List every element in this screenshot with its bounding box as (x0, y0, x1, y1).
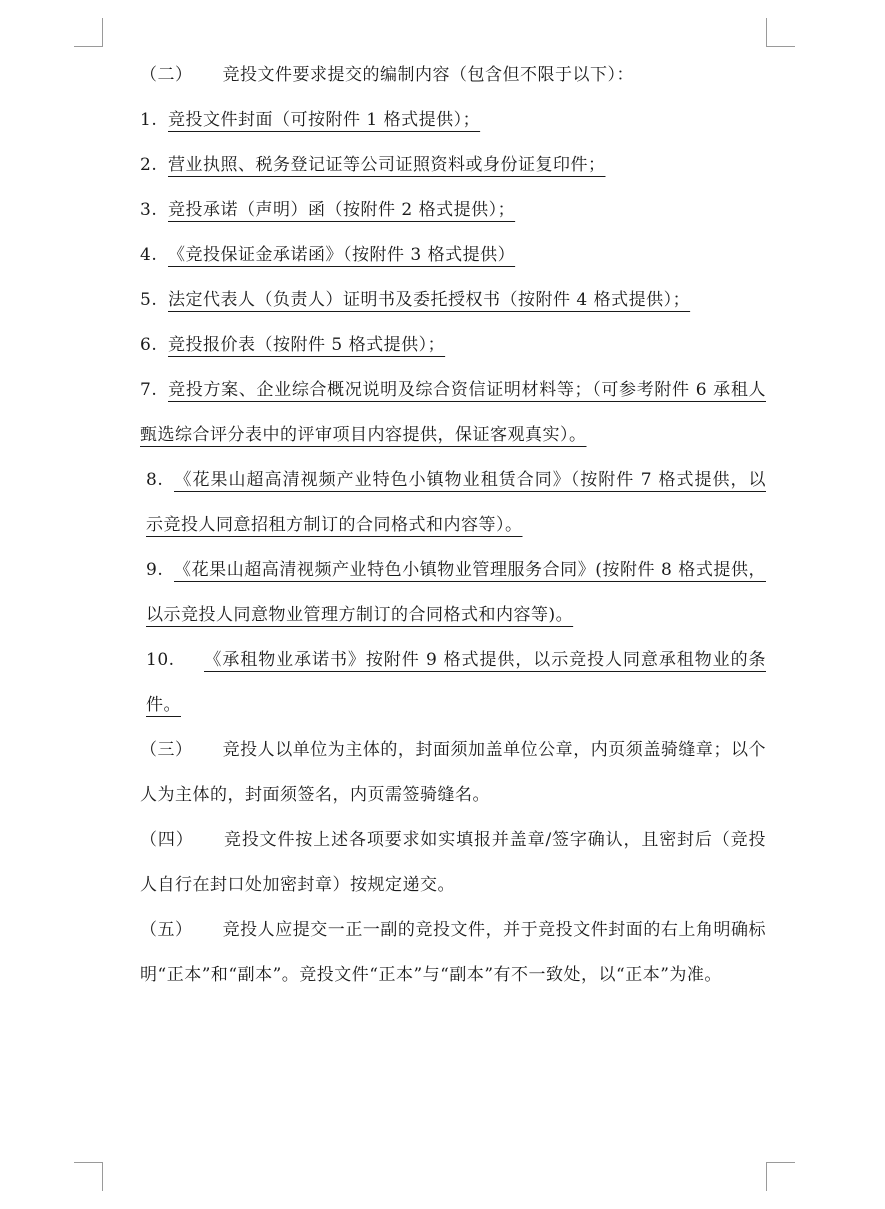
list-item-4 (102, 233, 766, 278)
list-item-9 (102, 548, 766, 638)
item-text: 竞投报价表（按附件 5 格式提供）； (168, 335, 446, 355)
section-marker: （四） (140, 830, 194, 850)
item-number: 5. (140, 290, 158, 310)
item-text: 营业执照、税务登记证等公司证照资料或身份证复印件； (168, 155, 606, 175)
item-text: 《竞投保证金承诺函》（按附件 3 格式提供） (168, 245, 516, 265)
page-corner-mark-bottom-right (766, 1162, 795, 1191)
item-text: 竞投文件封面（可按附件 1 格式提供）； (168, 110, 481, 130)
section-text: 竞投人应提交一正一副的竞投文件，并于竞投文件封面的右上角明确标明“正本”和“副本”。竞投文件“正本”与“副本”有不一致处，以“正本”为准。 (140, 920, 767, 985)
list-item-1 (102, 98, 766, 143)
list-item-5 (102, 278, 766, 323)
list-item-6 (102, 323, 766, 368)
item-number: 7. (140, 380, 158, 400)
item-number: 8. (146, 470, 164, 490)
list-item-7 (102, 368, 766, 458)
item-text: 竞投方案、企业综合概况说明及综合资信证明材料等；（可参考附件 6 承租人甄选综合评分表中的评审项目内容提供，保证客观真实）。 (140, 380, 766, 445)
item-text: 《花果山超高清视频产业特色小镇物业租赁合同》（按附件 7 格式提供，以示竞投人同意招租方制订的合同格式和内容等）。 (146, 470, 766, 535)
page-corner-mark-bottom-left (74, 1162, 103, 1191)
list-item-2 (102, 143, 766, 188)
page-corner-mark-top-right (766, 18, 795, 47)
section-marker: （三） (140, 740, 193, 760)
item-number: 4. (140, 245, 158, 265)
item-number: 2. (140, 155, 158, 175)
section-3-paragraph (102, 728, 766, 818)
section-text: 竞投文件按上述各项要求如实填报并盖章/签字确认，且密封后（竞投人自行在封口处加密封章）按规定递交。 (140, 830, 767, 895)
list-item-3 (102, 188, 766, 233)
document-body (102, 53, 766, 998)
item-number: 10. (146, 650, 175, 670)
list-item-10 (102, 638, 766, 728)
section-5-paragraph (102, 908, 766, 998)
item-number: 1. (140, 110, 158, 130)
section-marker: （五） (140, 920, 193, 940)
list-item-8 (102, 458, 766, 548)
section-text: 竞投人以单位为主体的，封面须加盖单位公章，内页须盖骑缝章；以个人为主体的，封面须签名，内页需签骑缝名。 (140, 740, 767, 805)
item-text: 《承租物业承诺书》按附件 9 格式提供，以示竞投人同意承租物业的条件。 (146, 650, 766, 715)
item-text: 法定代表人（负责人）证明书及委托授权书（按附件 4 格式提供）； (168, 290, 691, 310)
section-text: 竞投文件要求提交的编制内容（包含但不限于以下）： (222, 65, 634, 85)
item-text: 竞投承诺（声明）函（按附件 2 格式提供）； (168, 200, 516, 220)
section-2-heading (102, 53, 766, 98)
item-number: 6. (140, 335, 158, 355)
item-text: 《花果山超高清视频产业特色小镇物业管理服务合同》(按附件 8 格式提供，以示竞投人同意物业管理方制订的合同格式和内容等)。 (146, 560, 766, 625)
item-number: 9. (146, 560, 164, 580)
item-number: 3. (140, 200, 158, 220)
page-corner-mark-top-left (74, 18, 103, 47)
section-marker: （二） (140, 65, 193, 85)
section-4-paragraph (102, 818, 766, 908)
